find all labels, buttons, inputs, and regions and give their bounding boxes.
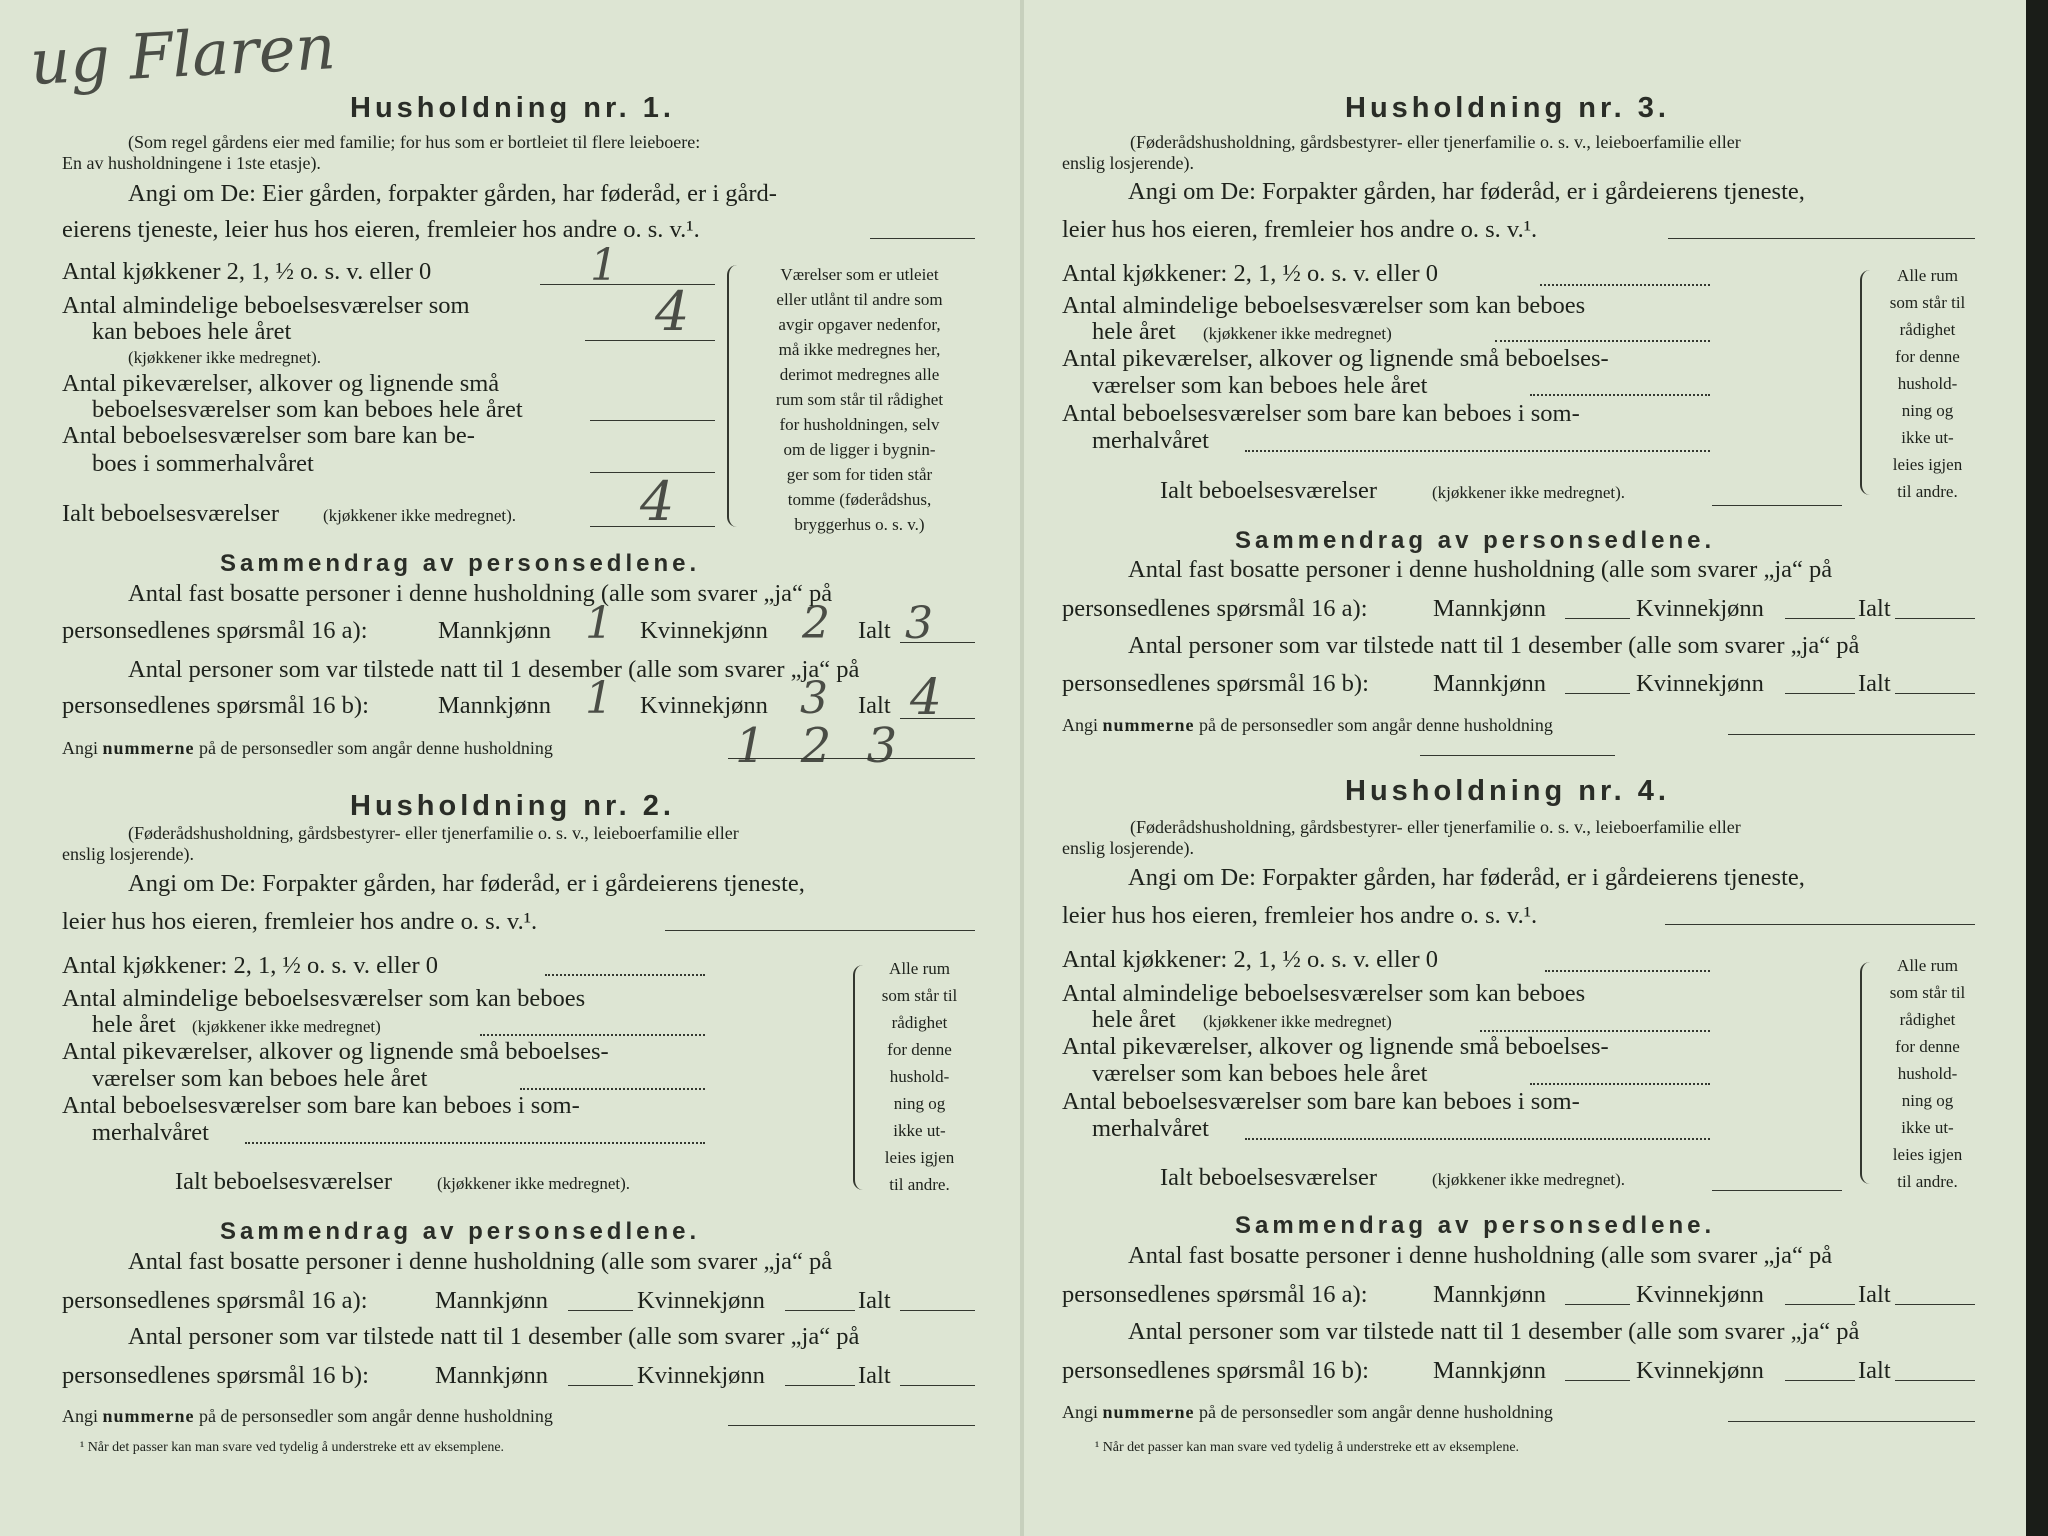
household-1-b-ialt-line[interactable]	[900, 718, 975, 719]
household-4-sommer-line[interactable]	[1245, 1138, 1710, 1140]
household-4-b-ialt-label: Ialt	[1858, 1357, 1891, 1384]
household-4-a-kvinne-label: Kvinnekjønn	[1636, 1281, 1764, 1308]
household-2-summary-title: Sammendrag av personsedlene.	[220, 1218, 701, 1245]
household-1-q-pike-1: Antal pikeværelser, alkover og lignende små	[62, 370, 500, 397]
household-1-s-a-1: Antal fast bosatte personer i denne husholdning (alle som svarer „ja“ på	[128, 580, 833, 607]
household-4-q-sommer-1: Antal beboelsesværelser som bare kan beboes i som-	[1062, 1088, 1580, 1115]
household-1-q-sommer-2: boes i sommerhalvåret	[92, 450, 314, 477]
household-1-numre-row	[62, 738, 553, 759]
household-2-angi-1: Angi om De: Forpakter gården, har føderåd, er i gårdeierens tjeneste,	[128, 870, 805, 897]
household-1-q-kjokken: Antal kjøkkener 2, 1, ½ o. s. v. eller 0	[62, 258, 432, 285]
note-line: som står til	[1889, 293, 1966, 312]
household-2-b-kvinne-label: Kvinnekjønn	[637, 1362, 765, 1389]
left-footnote: ¹ Når det passer kan man svare ved tydelig å understreke ett av eksemplene.	[80, 1440, 505, 1455]
household-4-q-kjokken: Antal kjøkkener: 2, 1, ½ o. s. v. eller 0	[1062, 946, 1439, 973]
household-4-a-ialt-label: Ialt	[1858, 1281, 1891, 1308]
numre-keyword: nummerne	[1102, 715, 1195, 735]
household-2-angi-2: leier hus hos eieren, fremleier hos andre o. s. v.¹.	[62, 908, 538, 935]
household-4-title: Husholdning nr. 4.	[1345, 775, 1670, 807]
numre-text: på de personsedler som angår denne husholdning	[199, 1406, 553, 1426]
household-3-b-kvinne-line[interactable]	[1785, 693, 1855, 694]
note-line: til andre.	[1897, 1172, 1958, 1191]
household-3-angi-answer-line[interactable]	[1668, 238, 1975, 239]
household-2-a-ialt-line[interactable]	[900, 1310, 975, 1311]
household-1-b-ialt-label: Ialt	[858, 692, 891, 719]
note-line: for husholdningen, selv	[779, 415, 940, 434]
household-3-a-ialt-label: Ialt	[1858, 595, 1891, 622]
household-1-pike-line[interactable]	[590, 420, 715, 421]
household-4-q-sommer-2: merhalvåret	[1092, 1115, 1209, 1142]
household-1-a-kvinne-label: Kvinnekjønn	[640, 617, 768, 644]
note-line: om de ligger i bygnin-	[783, 440, 936, 459]
household-2-a-mann-label: Mannkjønn	[435, 1287, 548, 1314]
household-3-q-alm-1: Antal almindelige beboelsesværelser som kan beboes	[1062, 292, 1586, 319]
household-2-a-kvinne-line[interactable]	[785, 1310, 855, 1311]
household-4-a-ialt-line[interactable]	[1895, 1304, 1975, 1305]
household-4-s-b-1: Antal personer som var tilstede natt til 1 desember (alle som svarer „ja“ på	[1128, 1318, 1860, 1345]
household-4-side-note	[1870, 952, 1985, 1195]
household-3-b-mann-label: Mannkjønn	[1433, 670, 1546, 697]
household-4-intro-1: (Føderådshusholdning, gårdsbestyrer- eller tjenerfamilie o. s. v., leieboerfamilie eller	[1130, 817, 1741, 837]
household-1-s-a-2: personsedlenes spørsmål 16 a):	[62, 617, 368, 644]
household-1-summary-title: Sammendrag av personsedlene.	[220, 550, 701, 577]
household-1-alm-value: 4	[655, 280, 690, 343]
household-2-q-pike-1: Antal pikeværelser, alkover og lignende små beboelses-	[62, 1038, 609, 1065]
household-3-b-mann-line[interactable]	[1565, 693, 1630, 694]
household-3-intro-1: (Føderådshusholdning, gårdsbestyrer- eller tjenerfamilie o. s. v., leieboerfamilie eller	[1130, 132, 1741, 152]
household-2-numre-row	[62, 1406, 553, 1427]
household-3-s-a-1: Antal fast bosatte personer i denne husholdning (alle som svarer „ja“ på	[1128, 556, 1833, 583]
household-3-q-alm-2: hele året	[1092, 318, 1176, 345]
household-1-intro-1: (Som regel gårdens eier med familie; for hus som er bortleiet til flere leieboere:	[128, 132, 701, 152]
numre-text: på de personsedler som angår denne husholdning	[1199, 715, 1553, 735]
household-1-intro-2: En av husholdningene i 1ste etasje).	[62, 153, 321, 173]
household-1-b-kvinne-value: 3	[800, 673, 828, 724]
household-2-intro-2: enslig losjerende).	[62, 844, 194, 864]
note-line: rådighet	[891, 1013, 948, 1032]
numre-keyword: nummerne	[102, 1406, 195, 1426]
note-line: leies igjen	[1892, 455, 1963, 474]
household-2-q-alm-1: Antal almindelige beboelsesværelser som kan beboes	[62, 985, 586, 1012]
household-1-q-alm-3: (kjøkkener ikke medregnet).	[128, 348, 322, 367]
household-3-title: Husholdning nr. 3.	[1345, 92, 1670, 124]
household-2-s-a-1: Antal fast bosatte personer i denne husholdning (alle som svarer „ja“ på	[128, 1248, 833, 1275]
household-1-ialt-value: 4	[640, 470, 675, 533]
household-2-numre-line[interactable]	[728, 1425, 975, 1426]
household-2-a-mann-line[interactable]	[568, 1310, 633, 1311]
household-4-intro-2: enslig losjerende).	[1062, 838, 1194, 858]
numre-text: på de personsedler som angår denne husholdning	[1199, 1402, 1553, 1422]
household-4-a-mann-line[interactable]	[1565, 1304, 1630, 1305]
note-line: leies igjen	[1892, 1145, 1963, 1164]
household-4-pike-line[interactable]	[1530, 1083, 1710, 1085]
household-2-q-kjokken: Antal kjøkkener: 2, 1, ½ o. s. v. eller 0	[62, 952, 439, 979]
note-line: Alle rum	[1897, 266, 1958, 285]
household-4-a-mann-label: Mannkjønn	[1433, 1281, 1546, 1308]
household-2-b-mann-label: Mannkjønn	[435, 1362, 548, 1389]
household-1-a-mann-label: Mannkjønn	[438, 617, 551, 644]
household-4-angi-1: Angi om De: Forpakter gården, har føderåd, er i gårdeierens tjeneste,	[1128, 864, 1805, 891]
note-line: for denne	[887, 1040, 952, 1059]
note-line: ning og	[893, 1094, 946, 1113]
household-4-ialt-sub: (kjøkkener ikke medregnet).	[1432, 1170, 1626, 1189]
household-2-b-ialt-line[interactable]	[900, 1385, 975, 1386]
household-1-q-alm-2: kan beboes hele året	[92, 318, 292, 345]
note-line: derimot medregnes alle	[779, 365, 940, 384]
household-1-a-mann-value: 1	[585, 598, 613, 649]
household-3-q-sommer-2: merhalvåret	[1092, 427, 1209, 454]
note-line: rådighet	[1899, 1010, 1956, 1029]
right-footnote: ¹ Når det passer kan man svare ved tydelig å understreke ett av eksemplene.	[1095, 1440, 1520, 1455]
household-3-numre-row	[1062, 715, 1553, 736]
household-4-b-ialt-line[interactable]	[1895, 1380, 1975, 1381]
household-4-b-mann-label: Mannkjønn	[1433, 1357, 1546, 1384]
household-1-a-kvinne-value: 2	[802, 598, 830, 649]
household-1-b-mann-label: Mannkjønn	[438, 692, 551, 719]
household-3-angi-1: Angi om De: Forpakter gården, har føderåd, er i gårdeierens tjeneste,	[1128, 178, 1805, 205]
household-3-b-ialt-line[interactable]	[1895, 693, 1975, 694]
household-1-b-mann-value: 1	[585, 673, 613, 724]
household-3-b-ialt-label: Ialt	[1858, 670, 1891, 697]
household-3-pike-line[interactable]	[1530, 394, 1710, 396]
note-line: som står til	[881, 986, 958, 1005]
household-2-s-b-1: Antal personer som var tilstede natt til 1 desember (alle som svarer „ja“ på	[128, 1323, 860, 1350]
household-1-a-ialt-label: Ialt	[858, 617, 891, 644]
household-1-b-ialt-value: 4	[910, 668, 942, 726]
household-4-b-kvinne-label: Kvinnekjønn	[1636, 1357, 1764, 1384]
household-2-s-a-2: personsedlenes spørsmål 16 a):	[62, 1287, 368, 1314]
household-1-a-ialt-line[interactable]	[900, 642, 975, 643]
household-1-s-b-2: personsedlenes spørsmål 16 b):	[62, 692, 369, 719]
note-line: leies igjen	[884, 1148, 955, 1167]
household-3-q-pike-1: Antal pikeværelser, alkover og lignende små beboelses-	[1062, 345, 1609, 372]
household-4-q-pike-2: værelser som kan beboes hele året	[1092, 1060, 1428, 1087]
household-2-angi-answer-line[interactable]	[665, 930, 975, 931]
household-3-side-note	[1870, 262, 1985, 505]
note-line: ikke ut-	[1901, 428, 1954, 447]
household-3-s-b-2: personsedlenes spørsmål 16 b):	[1062, 670, 1369, 697]
note-line: eller utlånt til andre som	[776, 290, 943, 309]
note-line: til andre.	[889, 1175, 950, 1194]
note-line: bryggerhus o. s. v.)	[794, 515, 925, 534]
note-line: hushold-	[889, 1067, 950, 1086]
note-line: ikke ut-	[1901, 1118, 1954, 1137]
household-1-q-alm-1: Antal almindelige beboelsesværelser som	[62, 292, 470, 319]
household-1-q-sommer-1: Antal beboelsesværelser som bare kan be-	[62, 422, 475, 449]
household-4-s-a-1: Antal fast bosatte personer i denne husholdning (alle som svarer „ja“ på	[1128, 1242, 1833, 1269]
household-2-q-sommer-1: Antal beboelsesværelser som bare kan beboes i som-	[62, 1092, 580, 1119]
household-3-a-kvinne-line[interactable]	[1785, 618, 1855, 619]
note-line: hushold-	[1897, 374, 1958, 393]
household-3-alm-line[interactable]	[1495, 340, 1710, 342]
household-4-kjokken-line[interactable]	[1545, 970, 1710, 972]
note-line: Værelser som er utleiet	[780, 265, 939, 284]
household-1-numre-value: 1 2 3	[735, 718, 908, 774]
household-1-s-b-1: Antal personer som var tilstede natt til 1 desember (alle som svarer „ja“ på	[128, 656, 860, 683]
household-2-kjokken-line[interactable]	[545, 974, 705, 976]
note-line: ning og	[1901, 1091, 1954, 1110]
household-4-alm-line[interactable]	[1480, 1030, 1710, 1032]
household-2-q-alm-2: hele året	[92, 1011, 176, 1038]
household-1-ialt-line[interactable]	[590, 526, 715, 527]
household-4-q-alm-3: (kjøkkener ikke medregnet)	[1203, 1012, 1392, 1031]
household-4-ialt-line[interactable]	[1712, 1190, 1842, 1191]
household-2-q-pike-2: værelser som kan beboes hele året	[92, 1065, 428, 1092]
household-3-numre-line[interactable]	[1728, 734, 1975, 735]
household-3-a-kvinne-label: Kvinnekjønn	[1636, 595, 1764, 622]
household-4-q-pike-1: Antal pikeværelser, alkover og lignende små beboelses-	[1062, 1033, 1609, 1060]
numre-text: på de personsedler som angår denne husholdning	[199, 738, 553, 758]
note-line: rum som står til rådighet	[775, 390, 944, 409]
household-1-b-kvinne-label: Kvinnekjønn	[640, 692, 768, 719]
note-line: ikke ut-	[893, 1121, 946, 1140]
household-3-a-mann-line[interactable]	[1565, 618, 1630, 619]
household-1-angi-1: Angi om De: Eier gården, forpakter gården, har føderåd, er i gård-	[128, 180, 777, 207]
household-3-ialt-line[interactable]	[1712, 505, 1842, 506]
household-3-q-sommer-1: Antal beboelsesværelser som bare kan beboes i som-	[1062, 400, 1580, 427]
household-1-brace	[727, 265, 743, 527]
household-2-pike-line[interactable]	[520, 1088, 705, 1090]
household-1-numre-line[interactable]	[728, 758, 975, 759]
household-3-sommer-line[interactable]	[1245, 450, 1710, 452]
household-4-q-alm-1: Antal almindelige beboelsesværelser som kan beboes	[1062, 980, 1586, 1007]
household-2-ialt-label: Ialt beboelsesværelser	[175, 1168, 393, 1195]
note-line: som står til	[1889, 983, 1966, 1002]
household-3-s-a-2: personsedlenes spørsmål 16 a):	[1062, 595, 1368, 622]
household-2-alm-line[interactable]	[480, 1034, 705, 1036]
household-2-b-mann-line[interactable]	[568, 1385, 633, 1386]
household-4-q-alm-2: hele året	[1092, 1006, 1176, 1033]
household-1-kjokken-value: 1	[590, 240, 618, 291]
household-2-intro-1: (Føderådshusholdning, gårdsbestyrer- eller tjenerfamilie o. s. v., leieboerfamilie eller	[128, 823, 739, 843]
household-2-b-ialt-label: Ialt	[858, 1362, 891, 1389]
household-4-b-mann-line[interactable]	[1565, 1380, 1630, 1381]
household-3-kjokken-line[interactable]	[1540, 284, 1710, 286]
household-4-a-kvinne-line[interactable]	[1785, 1304, 1855, 1305]
household-3-b-kvinne-label: Kvinnekjønn	[1636, 670, 1764, 697]
household-1-q-pike-2: beboelsesværelser som kan beboes hele året	[92, 396, 523, 423]
handwritten-place-name: ug Flaren	[28, 10, 338, 99]
note-line: rådighet	[1899, 320, 1956, 339]
household-4-summary-title: Sammendrag av personsedlene.	[1235, 1212, 1716, 1239]
numre-angi: Angi	[1062, 1402, 1098, 1422]
numre-angi: Angi	[62, 1406, 98, 1426]
numre-angi: Angi	[1062, 715, 1098, 735]
household-1-title: Husholdning nr. 1.	[350, 92, 675, 124]
household-1-side-note	[742, 262, 977, 537]
household-4-ialt-label: Ialt beboelsesværelser	[1160, 1164, 1378, 1191]
household-4-b-kvinne-line[interactable]	[1785, 1380, 1855, 1381]
household-4-numre-row	[1062, 1402, 1553, 1423]
household-2-b-kvinne-line[interactable]	[785, 1385, 855, 1386]
note-line: avgir opgaver nedenfor,	[778, 315, 941, 334]
household-2-side-note	[862, 955, 977, 1198]
household-1-a-ialt-value: 3	[905, 598, 933, 649]
household-4-s-b-2: personsedlenes spørsmål 16 b):	[1062, 1357, 1369, 1384]
note-line: ger som for tiden står	[786, 465, 933, 484]
note-line: ning og	[1901, 401, 1954, 420]
household-3-a-mann-label: Mannkjønn	[1433, 595, 1546, 622]
household-2-ialt-sub: (kjøkkener ikke medregnet).	[437, 1174, 631, 1193]
note-line: Alle rum	[889, 959, 950, 978]
household-1-angi-answer-line[interactable]	[870, 238, 975, 239]
household-4-numre-line[interactable]	[1728, 1421, 1975, 1422]
household-2-q-alm-3: (kjøkkener ikke medregnet)	[192, 1017, 381, 1036]
note-line: for denne	[1895, 347, 1960, 366]
numre-keyword: nummerne	[102, 738, 195, 758]
note-line: for denne	[1895, 1037, 1960, 1056]
household-2-title: Husholdning nr. 2.	[350, 790, 675, 822]
household-4-angi-answer-line[interactable]	[1665, 924, 1975, 925]
household-3-s-b-1: Antal personer som var tilstede natt til 1 desember (alle som svarer „ja“ på	[1128, 632, 1860, 659]
household-4-s-a-2: personsedlenes spørsmål 16 a):	[1062, 1281, 1368, 1308]
household-3-summary-title: Sammendrag av personsedlene.	[1235, 527, 1716, 554]
note-line: Alle rum	[1897, 956, 1958, 975]
household-1-ialt-sub: (kjøkkener ikke medregnet).	[323, 506, 517, 525]
household-3-q-pike-2: værelser som kan beboes hele året	[1092, 372, 1428, 399]
household-3-q-kjokken: Antal kjøkkener: 2, 1, ½ o. s. v. eller 0	[1062, 260, 1439, 287]
household-3-ialt-sub: (kjøkkener ikke medregnet).	[1432, 483, 1626, 502]
note-line: må ikke medregnes her,	[778, 340, 941, 359]
household-3-a-ialt-line[interactable]	[1895, 618, 1975, 619]
household-2-a-ialt-label: Ialt	[858, 1287, 891, 1314]
section-divider	[1420, 755, 1615, 756]
household-2-q-sommer-2: merhalvåret	[92, 1119, 209, 1146]
household-2-a-kvinne-label: Kvinnekjønn	[637, 1287, 765, 1314]
household-3-ialt-label: Ialt beboelsesværelser	[1160, 477, 1378, 504]
household-1-ialt-label: Ialt beboelsesværelser	[62, 500, 280, 527]
page-fold	[1020, 0, 1024, 1536]
household-1-angi-2: eierens tjeneste, leier hus hos eieren, fremleier hos andre o. s. v.¹.	[62, 216, 700, 243]
household-3-intro-2: enslig losjerende).	[1062, 153, 1194, 173]
numre-angi: Angi	[62, 738, 98, 758]
household-3-q-alm-3: (kjøkkener ikke medregnet)	[1203, 324, 1392, 343]
household-4-angi-2: leier hus hos eieren, fremleier hos andre o. s. v.¹.	[1062, 902, 1538, 929]
household-1-alm-line[interactable]	[585, 340, 715, 341]
numre-keyword: nummerne	[1102, 1402, 1195, 1422]
household-2-sommer-line[interactable]	[245, 1142, 705, 1144]
note-line: tomme (føderådshus,	[787, 490, 932, 509]
household-2-s-b-2: personsedlenes spørsmål 16 b):	[62, 1362, 369, 1389]
household-3-angi-2: leier hus hos eieren, fremleier hos andre o. s. v.¹.	[1062, 216, 1538, 243]
note-line: hushold-	[1897, 1064, 1958, 1083]
note-line: til andre.	[1897, 482, 1958, 501]
